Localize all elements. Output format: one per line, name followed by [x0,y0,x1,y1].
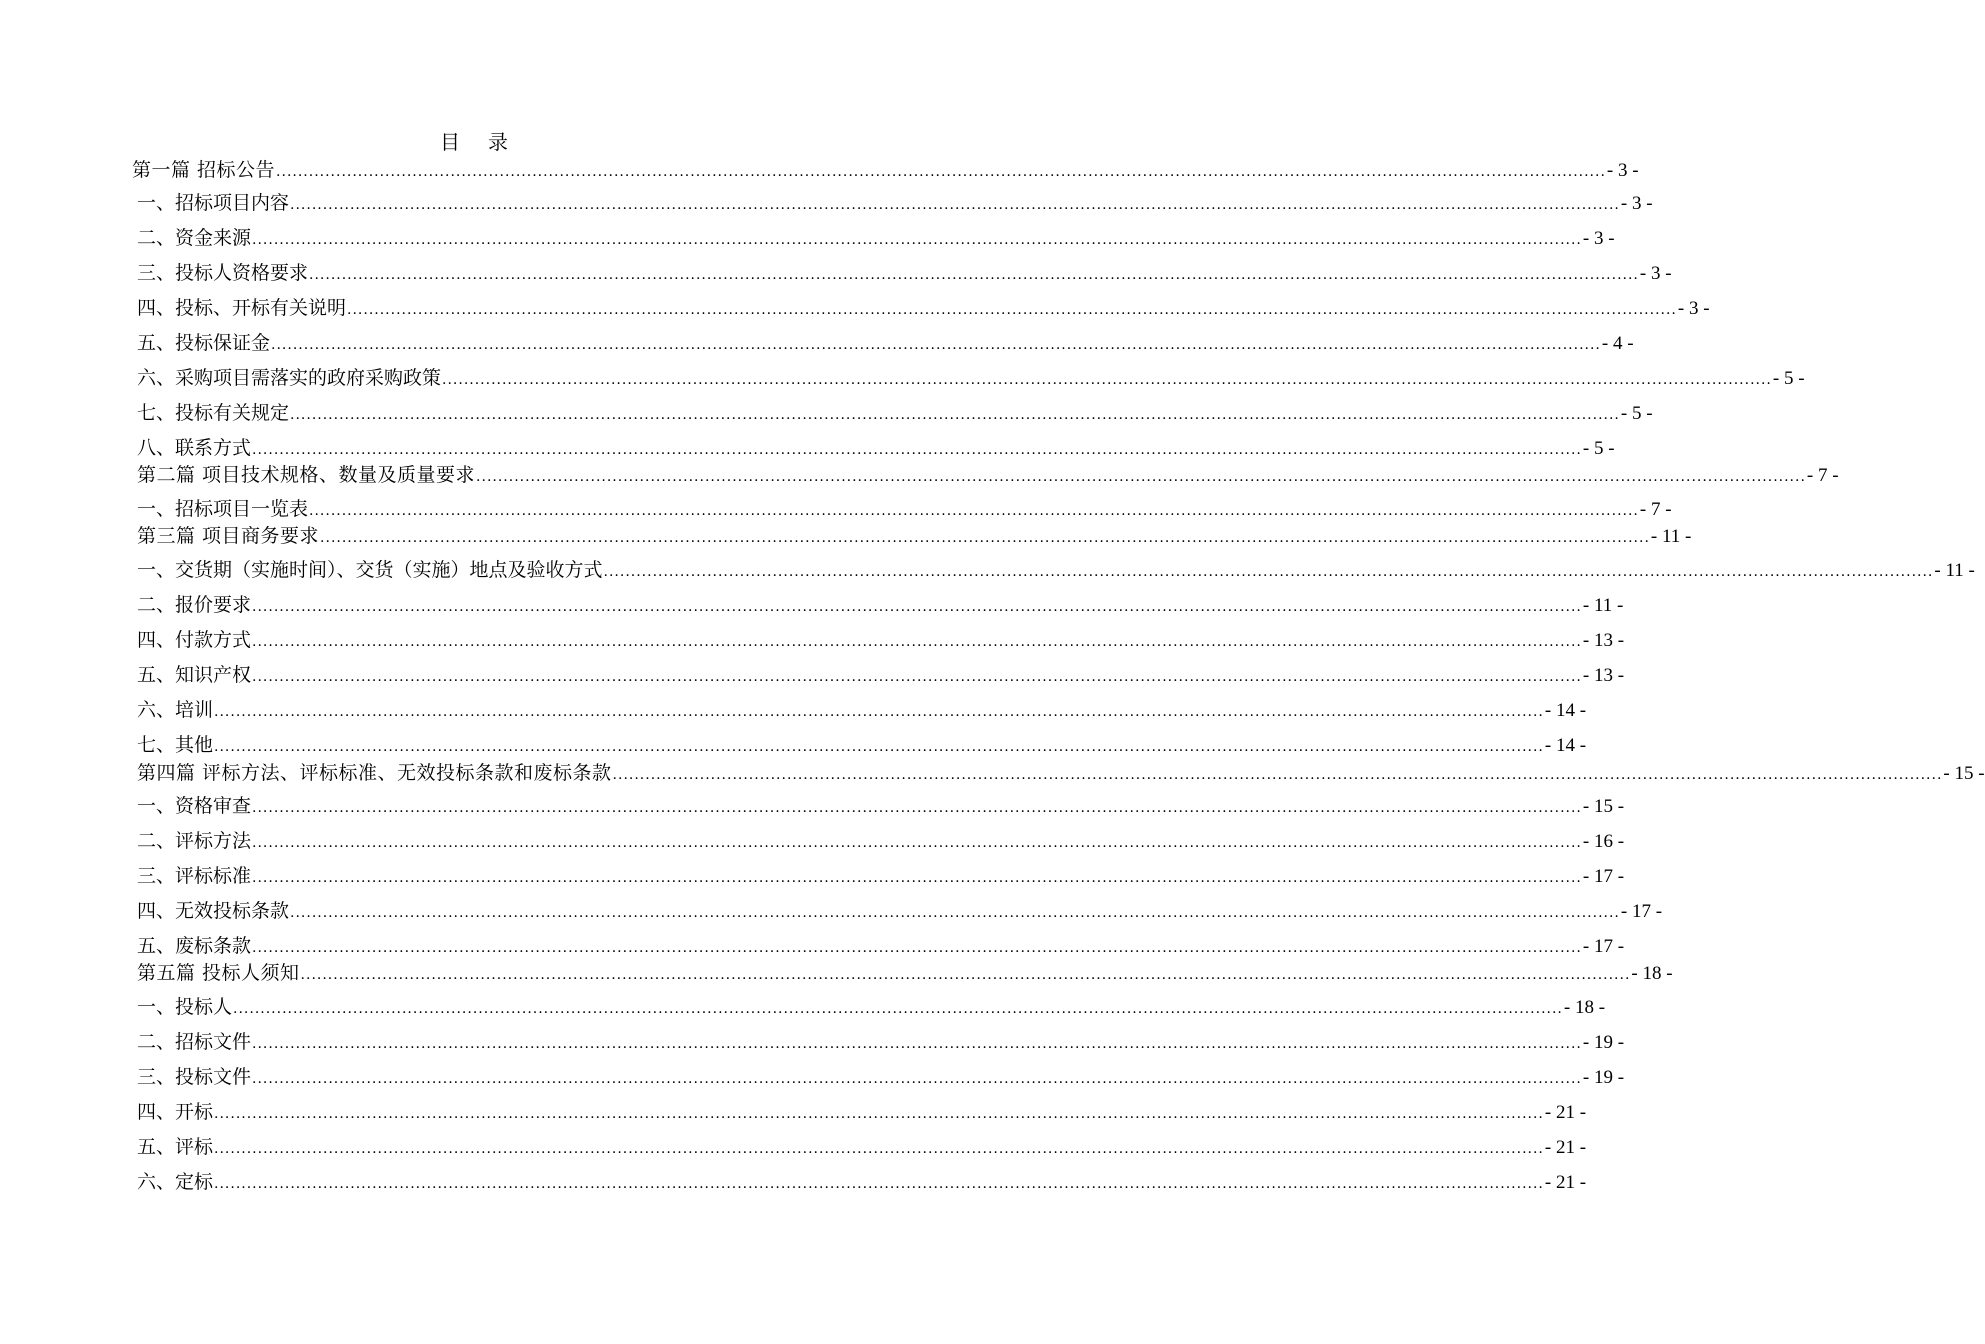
toc-entry-label: 三、投标人资格要求 [137,262,309,284]
toc-dot-leader: .................................................................................................................................................................................................................................................... [309,503,1639,519]
toc-dot-leader: .................................................................................................................................................................................................................................................... [309,267,1639,283]
toc-page-number: - 19 - [1582,1032,1625,1053]
toc-title-left: 目 [440,130,462,154]
toc-entry-label: 五、知识产权 [137,664,252,686]
toc-entry-label: 六、定标 [137,1171,214,1193]
toc-dot-leader: .................................................................................................................................................................................................................................................... [252,442,1582,458]
toc-dot-leader: .................................................................................................................................................................................................................................................... [347,302,1677,318]
toc-section-entry[interactable] [137,697,1587,723]
toc-dot-leader: .................................................................................................................................................................................................................................................... [290,407,1620,423]
toc-entry-label: 二、评标方法 [137,830,252,852]
toc-dot-leader: .................................................................................................................................................................................................................................................... [300,967,1631,983]
toc-page-number: - 17 - [1620,901,1663,922]
toc-page-number: - 21 - [1544,1172,1587,1193]
toc-chapter-entry[interactable] [137,760,1985,786]
toc-page-number: - 7 - [1639,499,1672,520]
toc-section-entry[interactable] [137,1099,1587,1125]
toc-dot-leader: .................................................................................................................................................................................................................................................... [603,564,1934,580]
toc-section-entry[interactable] [137,1029,1625,1055]
toc-entry-label: 第三篇 项目商务要求 [137,525,320,547]
toc-entry-label: 二、资金来源 [137,227,252,249]
toc-page-number: - 13 - [1582,665,1625,686]
toc-dot-leader: .................................................................................................................................................................................................................................................... [290,197,1620,213]
toc-dot-leader: .................................................................................................................................................................................................................................................... [233,1001,1563,1017]
toc-section-entry[interactable] [137,1169,1587,1195]
toc-dot-leader: .................................................................................................................................................................................................................................................... [476,469,1806,485]
toc-chapter-entry[interactable] [137,462,1839,488]
toc-chapter-entry[interactable] [132,157,1639,183]
toc-dot-leader: .................................................................................................................................................................................................................................................... [252,232,1582,248]
toc-entry-label: 六、采购项目需落实的政府采购政策 [137,367,442,389]
toc-entry-label: 四、投标、开标有关说明 [137,297,347,319]
toc-dot-leader: .................................................................................................................................................................................................................................................... [252,634,1582,650]
toc-entry-label: 第一篇 招标公告 [132,159,276,181]
toc-entry-label: 第五篇 投标人须知 [137,962,300,984]
toc-dot-leader: .................................................................................................................................................................................................................................................... [320,530,1650,546]
toc-section-entry[interactable] [137,435,1615,461]
toc-page-number: - 7 - [1806,465,1839,486]
toc-section-entry[interactable] [137,295,1710,321]
toc-dot-leader: .................................................................................................................................................................................................................................................... [214,1106,1544,1122]
toc-entry-label: 七、其他 [137,734,214,756]
toc-entry-label: 第四篇 评标方法、评标标准、无效投标条款和废标条款 [137,762,612,784]
toc-dot-leader: .................................................................................................................................................................................................................................................... [252,940,1582,956]
toc-dot-leader: .................................................................................................................................................................................................................................................... [214,739,1544,755]
toc-entry-label: 一、招标项目一览表 [137,498,309,520]
toc-page-number: - 11 - [1650,526,1692,547]
toc-dot-leader: .................................................................................................................................................................................................................................................... [252,870,1582,886]
toc-dot-leader: .................................................................................................................................................................................................................................................... [252,835,1582,851]
toc-entry-label: 七、投标有关规定 [137,402,290,424]
toc-page-number: - 5 - [1620,403,1653,424]
toc-entry-label: 五、投标保证金 [137,332,271,354]
toc-dot-leader: .................................................................................................................................................................................................................................................... [252,800,1582,816]
toc-section-entry[interactable] [137,1134,1587,1160]
toc-entry-label: 八、联系方式 [137,437,252,459]
toc-page-number: - 13 - [1582,630,1625,651]
toc-page-number: - 3 - [1639,263,1672,284]
toc-section-entry[interactable] [137,662,1625,688]
toc-section-entry[interactable] [137,496,1672,522]
toc-dot-leader: .................................................................................................................................................................................................................................................... [612,767,1943,783]
toc-page-number: - 3 - [1620,193,1653,214]
toc-section-entry[interactable] [137,732,1587,758]
toc-entry-label: 五、评标 [137,1136,214,1158]
toc-section-entry[interactable] [137,260,1672,286]
toc-dot-leader: .................................................................................................................................................................................................................................................... [252,1036,1582,1052]
toc-section-entry[interactable] [137,898,1663,924]
toc-chapter-entry[interactable] [137,523,1692,549]
toc-dot-leader: .................................................................................................................................................................................................................................................... [276,164,1606,180]
toc-dot-leader: .................................................................................................................................................................................................................................................... [252,599,1582,615]
toc-page-number: - 18 - [1631,963,1673,984]
toc-page-number: - 21 - [1544,1137,1587,1158]
toc-page-number: - 18 - [1563,997,1606,1018]
toc-page-number: - 11 - [1582,595,1624,616]
toc-dot-leader: .................................................................................................................................................................................................................................................... [252,1071,1582,1087]
toc-entry-label: 四、付款方式 [137,629,252,651]
toc-entry-label: 一、交货期（实施时间）、交货（实施）地点及验收方式 [137,559,603,581]
toc-entry-label: 三、投标文件 [137,1066,252,1088]
toc-entry-label: 三、评标标准 [137,865,252,887]
toc-entry-label: 四、无效投标条款 [137,900,290,922]
toc-page-number: - 19 - [1582,1067,1625,1088]
toc-entry-label: 二、报价要求 [137,594,252,616]
toc-dot-leader: .................................................................................................................................................................................................................................................... [290,905,1620,921]
toc-dot-leader: .................................................................................................................................................................................................................................................... [214,704,1544,720]
toc-section-entry[interactable] [137,828,1625,854]
toc-page-number: - 3 - [1606,160,1639,181]
toc-section-entry[interactable] [137,863,1625,889]
toc-section-entry[interactable] [137,994,1606,1020]
toc-page-number: - 17 - [1582,866,1625,887]
toc-page-number: - 21 - [1544,1102,1587,1123]
toc-dot-leader: .................................................................................................................................................................................................................................................... [252,669,1582,685]
toc-page-number: - 14 - [1544,735,1587,756]
toc-page-number: - 15 - [1582,796,1625,817]
toc-page-number: - 15 - [1943,763,1985,784]
toc-page-number: - 11 - [1934,560,1975,581]
toc-section-entry[interactable] [137,1064,1625,1090]
toc-page-number: - 5 - [1772,368,1805,389]
toc-page-number: - 5 - [1582,438,1615,459]
toc-section-entry[interactable] [137,225,1615,251]
toc-entry-label: 六、培训 [137,699,214,721]
toc-entry-label: 一、投标人 [137,996,233,1018]
toc-section-entry[interactable] [137,627,1625,653]
toc-section-entry[interactable] [137,365,1805,391]
toc-section-entry[interactable] [137,592,1624,618]
toc-chapter-entry[interactable] [137,960,1673,986]
toc-section-entry[interactable] [137,557,1975,583]
toc-page-number: - 16 - [1582,831,1625,852]
toc-entry-label: 二、招标文件 [137,1031,252,1053]
toc-page-number: - 3 - [1677,298,1710,319]
toc-page-number: - 17 - [1582,936,1625,957]
toc-section-entry[interactable] [137,933,1625,959]
toc-section-entry[interactable] [137,330,1634,356]
toc-entry-label: 四、开标 [137,1101,214,1123]
toc-section-entry[interactable] [137,400,1653,426]
toc-page-number: - 3 - [1582,228,1615,249]
toc-section-entry[interactable] [137,793,1625,819]
toc-title [0,126,950,155]
toc-dot-leader: .................................................................................................................................................................................................................................................... [214,1141,1544,1157]
toc-section-entry[interactable] [137,190,1653,216]
toc-entry-label: 五、废标条款 [137,935,252,957]
toc-entry-label: 第二篇 项目技术规格、数量及质量要求 [137,464,476,486]
toc-dot-leader: .................................................................................................................................................................................................................................................... [271,337,1601,353]
toc-entry-label: 一、招标项目内容 [137,192,290,214]
toc-title-right: 录 [488,130,510,154]
toc-dot-leader: .................................................................................................................................................................................................................................................... [442,372,1772,388]
toc-page-number: - 14 - [1544,700,1587,721]
toc-entry-label: 一、资格审查 [137,795,252,817]
toc-page-number: - 4 - [1601,333,1634,354]
toc-dot-leader: .................................................................................................................................................................................................................................................... [214,1176,1544,1192]
